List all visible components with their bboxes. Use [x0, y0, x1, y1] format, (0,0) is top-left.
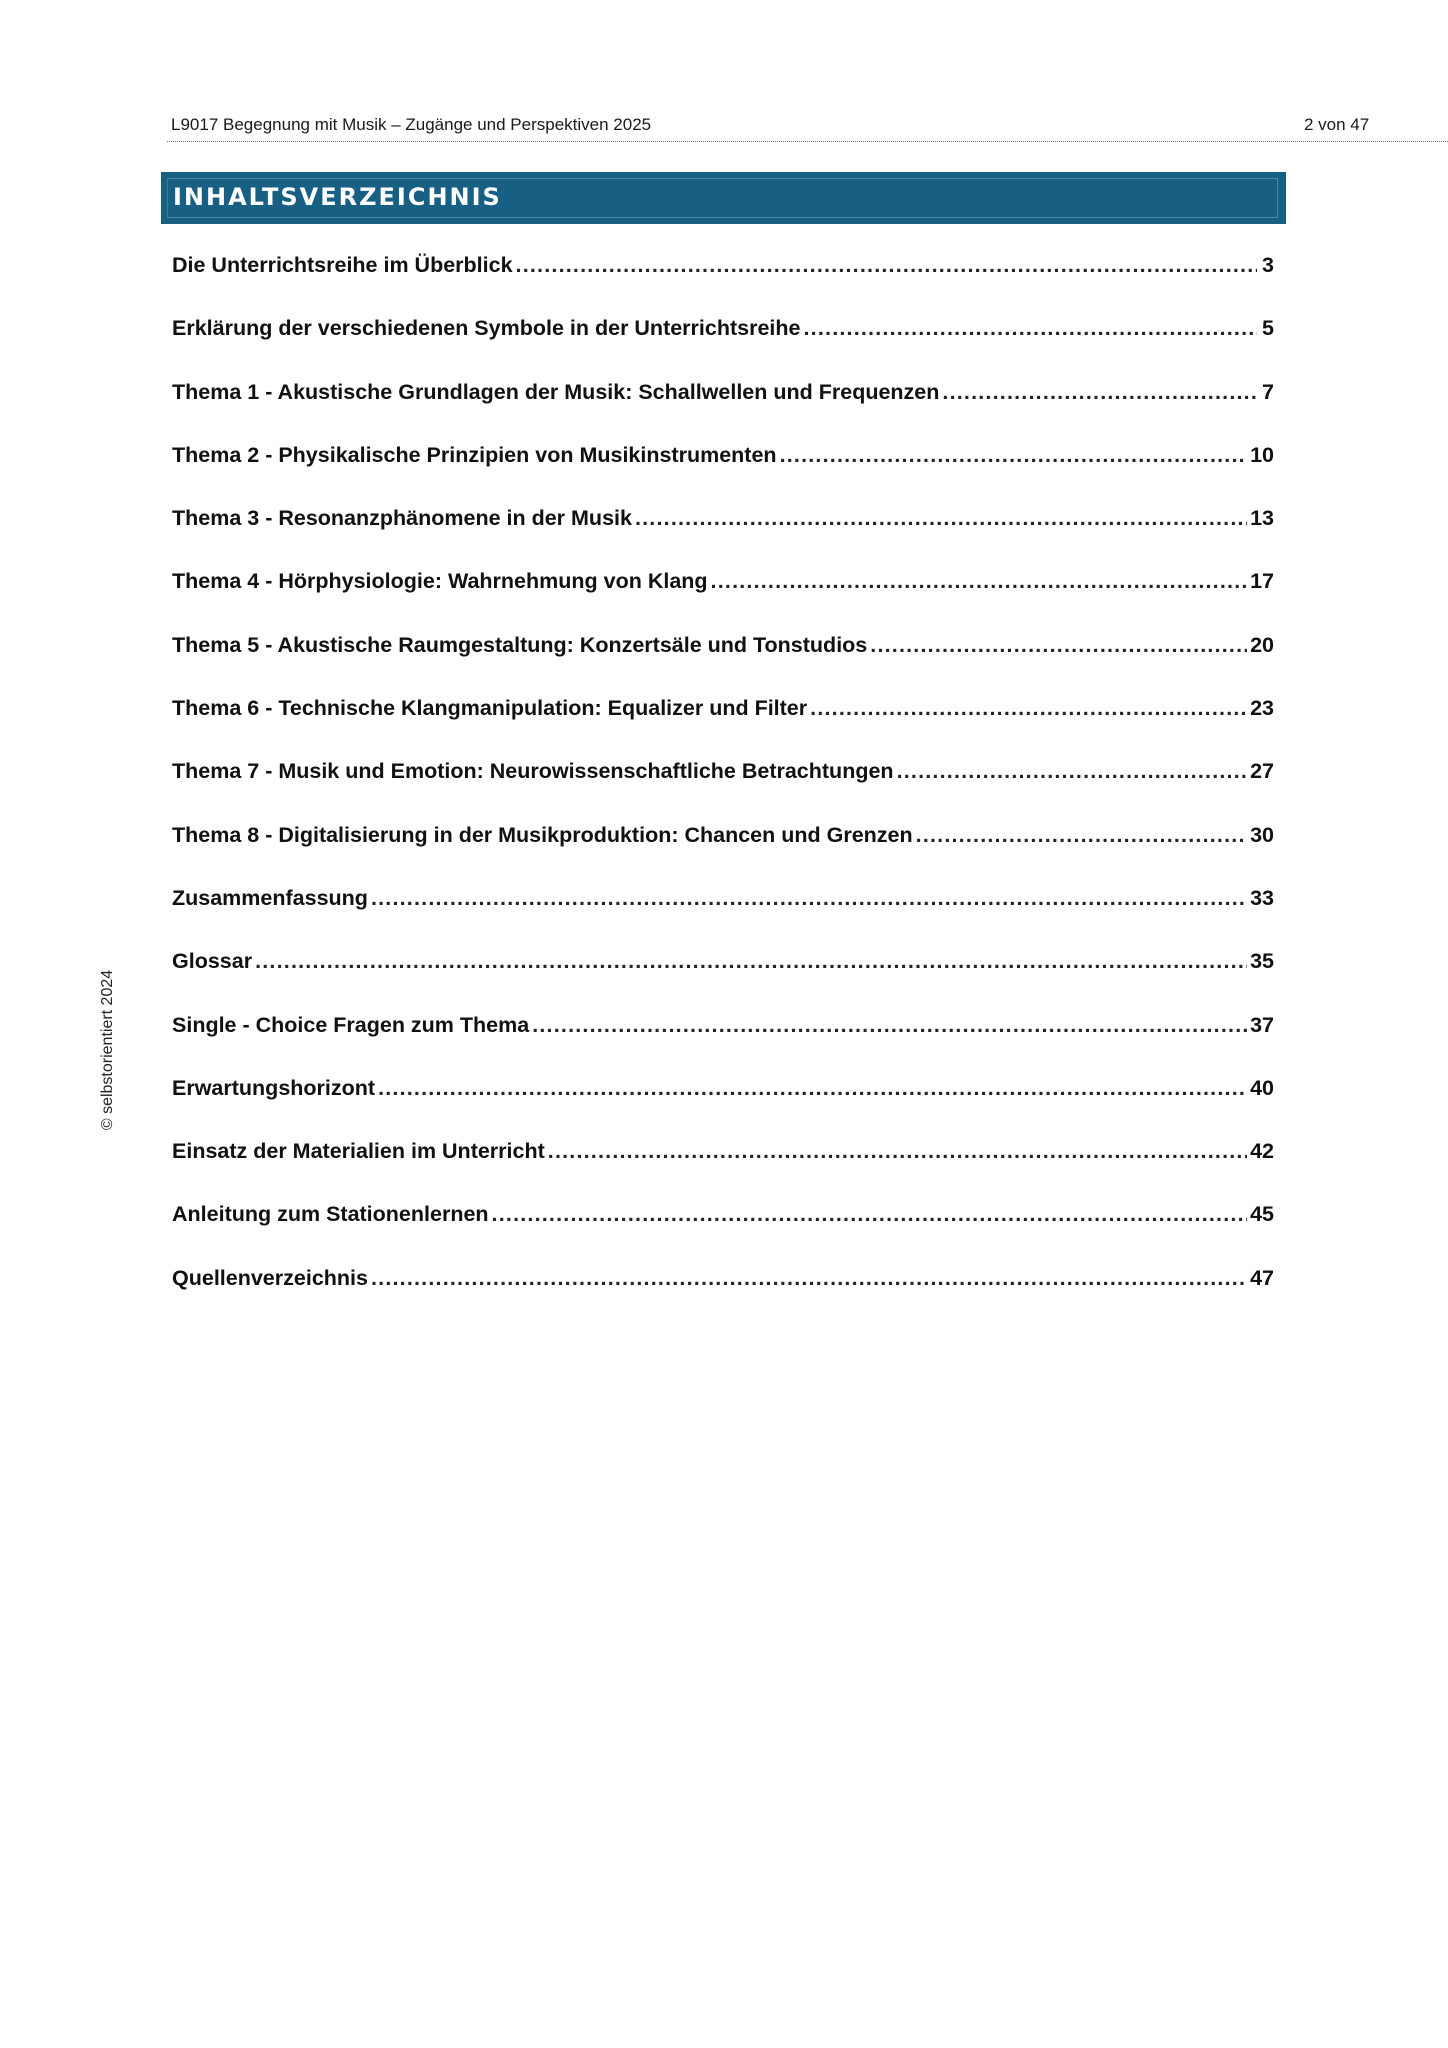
toc-entry[interactable]: [172, 443, 1274, 506]
toc-entry-label[interactable]: Single - Choice Fragen zum Thema: [172, 1012, 530, 1037]
toc-entry-page[interactable]: 17: [1250, 569, 1274, 594]
toc-entry-label[interactable]: Thema 4 - Hörphysiologie: Wahrnehmung von Klang: [172, 569, 708, 594]
toc-entry-label[interactable]: Einsatz der Materialien im Unterricht: [172, 1139, 545, 1164]
toc-entry[interactable]: [172, 569, 1274, 632]
toc-entry[interactable]: [172, 759, 1274, 822]
toc-entry[interactable]: [172, 886, 1274, 949]
toc-dot-leader: [492, 1202, 1248, 1227]
toc-entry[interactable]: [172, 1139, 1274, 1202]
toc-entry[interactable]: [172, 949, 1274, 1012]
copyright-notice: © selbstorientiert 2024: [99, 969, 116, 1131]
toc-dot-leader: [711, 569, 1248, 594]
toc-entry-label[interactable]: Thema 6 - Technische Klangmanipulation: Equalizer und Filter: [172, 696, 808, 721]
toc-entry-page[interactable]: 3: [1262, 253, 1274, 277]
toc-entry-page[interactable]: 7: [1262, 379, 1274, 404]
toc-dot-leader: [255, 949, 1247, 974]
toc-entry-label[interactable]: Glossar: [172, 949, 253, 974]
toc-dot-leader: [942, 380, 1257, 405]
toc-dot-leader: [897, 759, 1248, 784]
toc-entry-label[interactable]: Thema 5 - Akustische Raumgestaltung: Konzertsäle und Tonstudios: [172, 632, 868, 657]
toc-dot-leader: [516, 253, 1257, 278]
toc-entry-page[interactable]: 30: [1250, 822, 1274, 847]
toc-dot-leader: [916, 823, 1247, 848]
toc-dot-leader: [870, 633, 1247, 658]
toc-entry-label[interactable]: Anleitung zum Stationenlernen: [172, 1202, 489, 1227]
toc-entry[interactable]: [172, 380, 1274, 443]
toc-entry[interactable]: [172, 1013, 1274, 1076]
toc-entry[interactable]: [172, 1202, 1274, 1265]
toc-dot-leader: [371, 886, 1247, 911]
toc-entry-label[interactable]: Die Unterrichtsreihe im Überblick: [172, 253, 513, 277]
header-divider: [167, 141, 1448, 142]
toc-entry-page[interactable]: 23: [1250, 696, 1274, 721]
toc-entry-label[interactable]: Thema 7 - Musik und Emotion: Neurowissenschaftliche Betrachtungen: [172, 759, 894, 784]
toc-entry-page[interactable]: 45: [1250, 1202, 1274, 1227]
toc-entry-page[interactable]: 27: [1250, 759, 1274, 784]
toc-entry-page[interactable]: 35: [1250, 949, 1274, 974]
toc-entry-page[interactable]: 10: [1250, 442, 1274, 467]
toc-entry-page[interactable]: 20: [1250, 632, 1274, 657]
document-title: L9017 Begegnung mit Musik – Zugänge und Perspektiven 2025: [171, 115, 652, 134]
toc-entry-label[interactable]: Quellenverzeichnis: [172, 1265, 368, 1290]
toc-dot-leader: [548, 1139, 1247, 1164]
toc-entry[interactable]: [172, 1266, 1274, 1329]
toc-entry-page[interactable]: 5: [1262, 316, 1274, 341]
toc-heading-bar: [161, 172, 1286, 224]
toc-entry-label[interactable]: Erwartungshorizont: [172, 1075, 376, 1100]
toc-entry[interactable]: [172, 696, 1274, 759]
toc-entry-page[interactable]: 37: [1250, 1012, 1274, 1037]
toc-heading: INHALTSVERZEICHNIS: [173, 183, 502, 211]
toc-entry[interactable]: [172, 633, 1274, 696]
toc-entry-label[interactable]: Erklärung der verschiedenen Symbole in der Unterrichtsreihe: [172, 316, 801, 341]
toc-entry-label[interactable]: Thema 2 - Physikalische Prinzipien von Musikinstrumenten: [172, 442, 777, 467]
toc-list: [172, 253, 1274, 1329]
toc-entry-page[interactable]: 13: [1250, 506, 1274, 531]
toc-entry-label[interactable]: Thema 1 - Akustische Grundlagen der Musik: Schallwellen und Frequenzen: [172, 379, 940, 404]
toc-entry[interactable]: [172, 253, 1274, 316]
toc-entry-page[interactable]: 33: [1250, 885, 1274, 910]
toc-dot-leader: [532, 1013, 1247, 1038]
toc-entry[interactable]: [172, 823, 1274, 886]
toc-entry[interactable]: [172, 316, 1274, 379]
toc-entry-page[interactable]: 40: [1250, 1075, 1274, 1100]
toc-entry-page[interactable]: 42: [1250, 1139, 1274, 1164]
toc-entry-label[interactable]: Thema 8 - Digitalisierung in der Musikproduktion: Chancen und Grenzen: [172, 822, 913, 847]
toc-dot-leader: [635, 506, 1247, 531]
toc-entry-page[interactable]: 47: [1250, 1265, 1274, 1290]
toc-dot-leader: [371, 1266, 1247, 1291]
toc-entry-label[interactable]: Thema 3 - Resonanzphänomene in der Musik: [172, 506, 632, 531]
page-indicator: 2 von 47: [1304, 115, 1370, 134]
toc-dot-leader: [810, 696, 1247, 721]
toc-entry-label[interactable]: Zusammenfassung: [172, 885, 368, 910]
toc-dot-leader: [780, 443, 1248, 468]
toc-entry[interactable]: [172, 506, 1274, 569]
toc-dot-leader: [378, 1076, 1247, 1101]
running-header: [171, 115, 1371, 135]
toc-entry[interactable]: [172, 1076, 1274, 1139]
toc-dot-leader: [804, 316, 1258, 341]
